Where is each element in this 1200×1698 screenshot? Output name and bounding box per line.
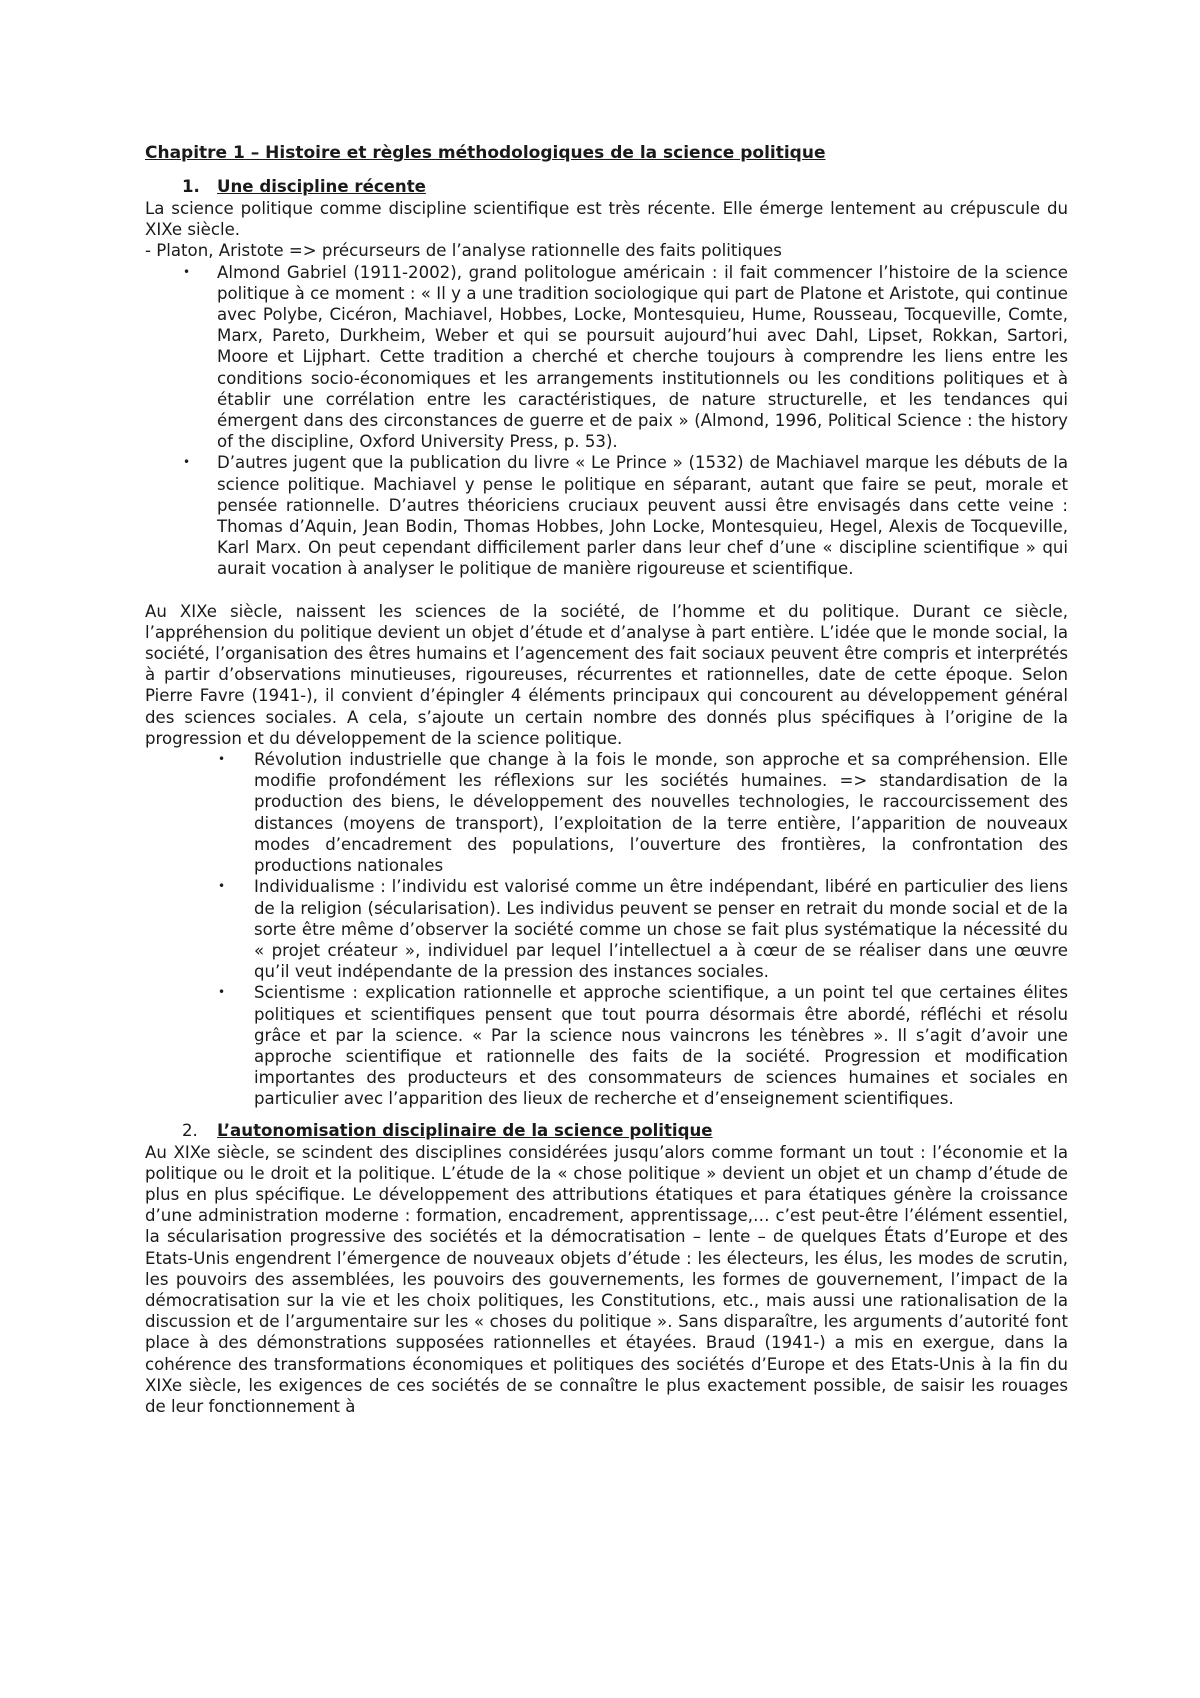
document-page <box>145 142 1068 1417</box>
list-item <box>145 876 1068 982</box>
spacer <box>145 1110 1068 1120</box>
section-1-title: Une discipline récente <box>217 177 426 196</box>
list-item <box>145 452 1068 579</box>
bullet-icon: • <box>183 264 191 279</box>
list-item-text: Almond Gabriel (1911-2002), grand politologue américain : il fait commencer l’histoire de la science politique à ce moment : « Il y a une tradition sociologique qui part de Platone et Aristote, qui continue avec Polybe, Cicéron, Machiavel, Hobbes, Locke, Montesquieu, Hume, Rousseau, Tocqueville, Comte, Marx, Pareto, Durkheim, Weber et qui se poursuit aujourd’hui avec Dahl, Lipset, Rokkan, Sartori, Moore et Lijphart. Cette tradition a cherché et cherche toujours à comprendre les liens entre les conditions socio-économiques et les arrangements institutionnels ou les conditions politiques et à établir une corrélation entre les caractéristiques, de nature structurelle, et les tendances qui émergent dans des circonstances de guerre et de paix » (Almond, 1996, Political Science : the history of the discipline, Oxford University Press, p. 53). <box>217 262 1068 452</box>
list-item <box>145 262 1068 453</box>
elements-bullet-list <box>145 749 1068 1109</box>
section-2-number: 2. <box>182 1120 198 1140</box>
bullet-icon: • <box>218 985 226 1000</box>
section-2-title: L’autonomisation disciplinaire de la science politique <box>217 1120 713 1140</box>
section-1-intro: La science politique comme discipline scientifique est très récente. Elle émerge lentement au crépuscule du XIXe siècle. <box>145 199 1068 240</box>
section-2-heading <box>145 1120 1068 1142</box>
list-item-text: D’autres jugent que la publication du livre « Le Prince » (1532) de Machiavel marque les débuts de la science politique. Machiavel y pense le politique en séparant, autant que faire se peut, morale et pensée rationnelle. D’autres théoriciens cruciaux peuvent aussi être envisagés dans cette veine : Thomas d’Aquin, Jean Bodin, Thomas Hobbes, John Locke, Montesquieu, Hegel, Alexis de Tocqueville, Karl Marx. On peut cependant difficilement parler dans leur chef d’une « discipline scientifique » qui aurait vocation à analyser le politique de manière rigoureuse et scientifique. <box>217 453 1068 579</box>
bullet-icon: • <box>183 455 191 470</box>
list-item <box>145 749 1068 876</box>
bullet-icon: • <box>218 879 226 894</box>
list-item-text: Individualisme : l’individu est valorisé comme un être indépendant, libéré en particulier des liens de la religion (sécularisation). Les individus peuvent se penser en retrait du monde social et de la sorte être même d’observer la société comme un chose se fait plus systématique la nécessité du « projet créateur », individuel par lequel l’intellectuel a à cœur de se réaliser dans une œuvre qu’il veut indépendante de la pression des instances sociales. <box>254 877 1068 982</box>
section-1-paragraph-2: Au XIXe siècle, naissent les sciences de la société, de l’homme et du politique. Durant ce siècle, l’appréhension du politique devient un objet d’étude et d’analyse à part entière. L’idée que le monde social, la société, l’organisation des êtres humains et l’agencement des fait sociaux peuvent être compris et interprétés à partir d’observations minutieuses, rigoureuses, récurrentes et rationnelles, date de cette époque. Selon Pierre Favre (1941-), il convient d’épingler 4 éléments principaux qui concourent au développement général des sciences sociales. A cela, s’ajoute un certain nombre des donnés plus spécifiques à l’origine de la progression et du développement de la science politique. <box>145 601 1068 748</box>
list-item-text: Scientisme : explication rationnelle et approche scientifique, a un point tel que certaines élites politiques et scientifiques pensent que tout pourra désormais être abordé, réfléchi et résolu grâce et par la science. « Par la science nous vaincrons les ténèbres ». Il s’agit d’avoir une approche scientifique et rationnelle des faits de la société. Progression et modification importantes des producteurs et des consommateurs de sciences humaines et sociales en particulier avec l’apparition des lieux de recherche et d’enseignement scientifiques. <box>254 983 1068 1109</box>
spacer <box>145 580 1068 601</box>
precursors-line: - Platon, Aristote => précurseurs de l’analyse rationnelle des faits politiques <box>145 241 782 261</box>
list-item <box>145 982 1068 1109</box>
section-2-paragraph: Au XIXe siècle, se scindent des disciplines considérées jusqu’alors comme formant un tout : l’économie et la politique ou le droit et la politique. L’étude de la « chose politique » devient un objet et un champ d’étude de plus en plus spécifique. Le développement des attributions étatiques et para étatiques génère la croissance d’une administration moderne : formation, encadrement, apprentissage,… c’est peut-être l’élément essentiel, la sécularisation progressive des sociétés et la démocratisation – lente – de quelques États d’Europe et des Etats-Unis engendrent l’émergence de nouveaux objets d’étude : les électeurs, les élus, les modes de scrutin, les pouvoirs des assemblées, les pouvoirs des gouvernements, les formes de gouvernement, l’impact de la démocratisation sur la vie et les choix politiques, les Constitutions, etc., mais aussi une rationalisation de la discussion et de l’argumentaire sur les « choses du politique ». Sans disparaître, les arguments d’autorité font place à des démonstrations supposées rationnelles et étayées. Braud (1941-) a mis en exergue, dans la cohérence des transformations économiques et politiques des sociétés d’Europe et des Etats-Unis à la fin du XIXe siècle, les exigences de ces sociétés de se connaître le plus exactement possible, de saisir les rouages de leur fonctionnement à <box>145 1142 1068 1416</box>
origins-bullet-list <box>145 262 1068 580</box>
section-1-number: 1. <box>182 177 200 196</box>
list-item-text: Révolution industrielle que change à la fois le monde, son approche et sa compréhension. Elle modifie profondément les réflexions sur les sociétés humaines. => standardisation de la production des biens, le développement des nouvelles technologies, le raccourcissement des distances (moyens de transport), l’exploitation de la terre entière, l’apparition de nouveaux modes d’encadrement des populations, l’ouverture des frontières, la confrontation des productions nationales <box>254 750 1068 876</box>
bullet-icon: • <box>218 752 226 767</box>
chapter-title: Chapitre 1 – Histoire et règles méthodologiques de la science politique <box>145 143 826 163</box>
section-1-heading <box>145 176 1068 198</box>
